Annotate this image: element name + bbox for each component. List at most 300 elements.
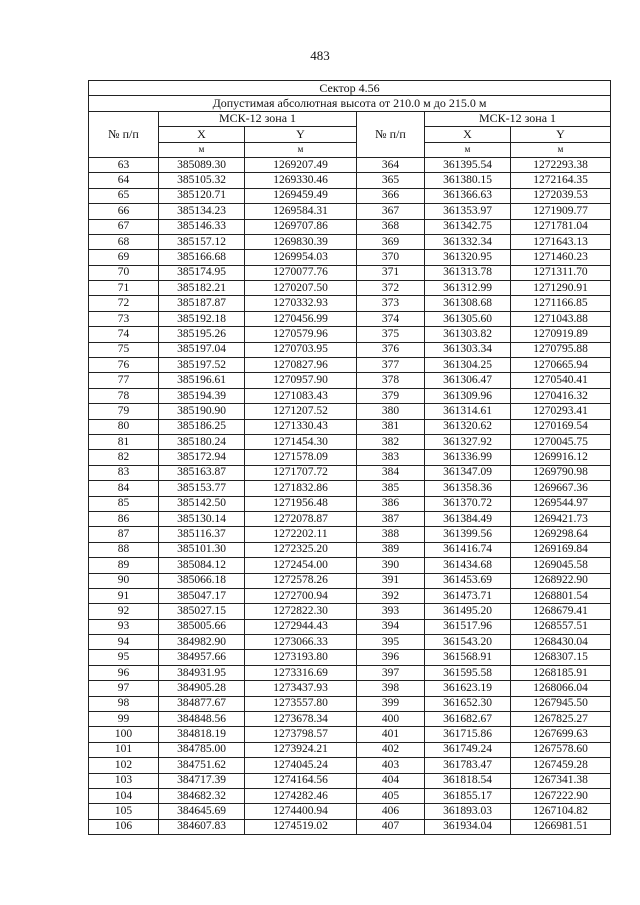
right-x-cell: 361783.47 (425, 758, 511, 773)
left-num-cell: 66 (89, 204, 159, 219)
table-row (89, 727, 611, 742)
right-x-cell: 361332.34 (425, 234, 511, 249)
right-num-cell: 406 (357, 804, 425, 819)
left-x-cell: 384905.28 (159, 681, 245, 696)
left-y-cell: 1273557.80 (245, 696, 357, 711)
left-y-cell: 1270957.90 (245, 373, 357, 388)
left-x-cell: 384957.66 (159, 650, 245, 665)
left-x-cell: 385190.90 (159, 404, 245, 419)
right-y-cell: 1268679.41 (511, 604, 611, 619)
left-x-cell: 385174.95 (159, 265, 245, 280)
left-x-cell: 385120.71 (159, 188, 245, 203)
right-y-cell: 1269790.98 (511, 465, 611, 480)
left-x-cell: 385027.15 (159, 604, 245, 619)
table-row (89, 588, 611, 603)
y-col-header-right: Y (511, 127, 611, 142)
left-num-cell: 67 (89, 219, 159, 234)
right-num-cell: 400 (357, 712, 425, 727)
left-num-cell: 89 (89, 558, 159, 573)
table-row (89, 696, 611, 711)
left-num-cell: 65 (89, 188, 159, 203)
left-y-cell: 1272578.26 (245, 573, 357, 588)
right-num-cell: 381 (357, 419, 425, 434)
left-y-cell: 1269830.39 (245, 234, 357, 249)
xy-header-row (89, 127, 611, 142)
right-x-cell: 361543.20 (425, 635, 511, 650)
right-num-cell: 373 (357, 296, 425, 311)
right-x-cell: 361855.17 (425, 788, 511, 803)
left-y-cell: 1273437.93 (245, 681, 357, 696)
left-y-cell: 1270207.50 (245, 281, 357, 296)
left-y-cell: 1270456.99 (245, 311, 357, 326)
right-y-cell: 1268430.04 (511, 635, 611, 650)
left-x-cell: 384751.62 (159, 758, 245, 773)
left-y-cell: 1270827.96 (245, 358, 357, 373)
left-x-cell: 385163.87 (159, 465, 245, 480)
left-num-cell: 73 (89, 311, 159, 326)
right-num-cell: 366 (357, 188, 425, 203)
zone-header-right: МСК-12 зона 1 (425, 111, 611, 126)
right-num-cell: 385 (357, 481, 425, 496)
left-x-cell: 385084.12 (159, 558, 245, 573)
left-x-cell: 384982.90 (159, 635, 245, 650)
right-x-cell: 361453.69 (425, 573, 511, 588)
right-num-cell: 391 (357, 573, 425, 588)
page-number: 483 (310, 48, 330, 63)
right-num-cell: 369 (357, 234, 425, 249)
right-x-cell: 361818.54 (425, 773, 511, 788)
right-y-cell: 1272293.38 (511, 157, 611, 172)
right-x-cell: 361416.74 (425, 542, 511, 557)
right-num-cell: 405 (357, 788, 425, 803)
right-y-cell: 1269169.84 (511, 542, 611, 557)
left-y-cell: 1270332.93 (245, 296, 357, 311)
left-num-cell: 81 (89, 434, 159, 449)
table-row (89, 327, 611, 342)
right-x-cell: 361358.36 (425, 481, 511, 496)
left-num-cell: 103 (89, 773, 159, 788)
right-x-cell: 361306.47 (425, 373, 511, 388)
right-x-cell: 361652.30 (425, 696, 511, 711)
table-row (89, 619, 611, 634)
left-y-cell: 1273066.33 (245, 635, 357, 650)
table-row (89, 712, 611, 727)
right-num-cell: 364 (357, 157, 425, 172)
left-x-cell: 385166.68 (159, 250, 245, 265)
right-x-cell: 361934.04 (425, 819, 511, 834)
left-num-cell: 104 (89, 788, 159, 803)
right-x-cell: 361517.96 (425, 619, 511, 634)
left-x-cell: 384645.69 (159, 804, 245, 819)
right-x-cell: 361715.86 (425, 727, 511, 742)
left-x-cell: 385186.25 (159, 419, 245, 434)
y-col-header-left: Y (245, 127, 357, 142)
left-num-cell: 63 (89, 157, 159, 172)
table-row (89, 173, 611, 188)
coordinates-table-body (89, 81, 611, 835)
left-y-cell: 1273193.80 (245, 650, 357, 665)
right-x-cell: 361366.63 (425, 188, 511, 203)
left-x-cell: 385180.24 (159, 434, 245, 449)
right-y-cell: 1270665.94 (511, 358, 611, 373)
right-num-cell: 403 (357, 758, 425, 773)
left-y-cell: 1270579.96 (245, 327, 357, 342)
left-num-cell: 84 (89, 481, 159, 496)
left-y-cell: 1274045.24 (245, 758, 357, 773)
left-x-cell: 385005.66 (159, 619, 245, 634)
right-x-cell: 361353.97 (425, 204, 511, 219)
right-num-cell: 399 (357, 696, 425, 711)
left-num-cell: 87 (89, 527, 159, 542)
right-y-cell: 1271781.04 (511, 219, 611, 234)
left-num-cell: 99 (89, 712, 159, 727)
right-x-cell: 361384.49 (425, 511, 511, 526)
left-x-cell: 385047.17 (159, 588, 245, 603)
right-num-cell: 374 (357, 311, 425, 326)
left-x-cell: 384848.56 (159, 712, 245, 727)
right-y-cell: 1267104.82 (511, 804, 611, 819)
right-num-cell: 375 (357, 327, 425, 342)
right-num-cell: 387 (357, 511, 425, 526)
right-num-cell: 368 (357, 219, 425, 234)
right-y-cell: 1271460.23 (511, 250, 611, 265)
table-row (89, 742, 611, 757)
left-y-cell: 1272700.94 (245, 588, 357, 603)
right-y-cell: 1267578.60 (511, 742, 611, 757)
left-y-cell: 1271956.48 (245, 496, 357, 511)
right-x-cell: 361320.95 (425, 250, 511, 265)
left-num-cell: 68 (89, 234, 159, 249)
left-y-cell: 1270077.76 (245, 265, 357, 280)
zone-row (89, 111, 611, 126)
right-num-cell: 377 (357, 358, 425, 373)
table-row (89, 296, 611, 311)
right-x-cell: 361623.19 (425, 681, 511, 696)
left-x-cell: 385134.23 (159, 204, 245, 219)
left-y-cell: 1273798.57 (245, 727, 357, 742)
left-x-cell: 385187.87 (159, 296, 245, 311)
left-x-cell: 384818.19 (159, 727, 245, 742)
right-y-cell: 1270045.75 (511, 434, 611, 449)
left-num-cell: 64 (89, 173, 159, 188)
left-num-cell: 83 (89, 465, 159, 480)
table-row (89, 758, 611, 773)
left-y-cell: 1269459.49 (245, 188, 357, 203)
right-y-cell: 1268185.91 (511, 665, 611, 680)
table-row (89, 204, 611, 219)
right-x-cell: 361305.60 (425, 311, 511, 326)
table-row (89, 496, 611, 511)
table-row (89, 342, 611, 357)
right-y-cell: 1267945.50 (511, 696, 611, 711)
right-num-cell: 398 (357, 681, 425, 696)
left-num-cell: 88 (89, 542, 159, 557)
right-y-cell: 1268066.04 (511, 681, 611, 696)
table-row (89, 804, 611, 819)
left-num-cell: 91 (89, 588, 159, 603)
left-num-cell: 85 (89, 496, 159, 511)
left-y-cell: 1269207.49 (245, 157, 357, 172)
table-row (89, 511, 611, 526)
table-row (89, 388, 611, 403)
right-x-cell: 361370.72 (425, 496, 511, 511)
left-y-cell: 1269954.03 (245, 250, 357, 265)
left-num-cell: 96 (89, 665, 159, 680)
right-x-cell: 361304.25 (425, 358, 511, 373)
right-num-cell: 384 (357, 465, 425, 480)
table-row (89, 773, 611, 788)
table-row (89, 419, 611, 434)
table-row (89, 635, 611, 650)
right-num-cell: 383 (357, 450, 425, 465)
right-x-cell: 361309.96 (425, 388, 511, 403)
right-y-cell: 1272039.53 (511, 188, 611, 203)
y-unit-right: м (511, 142, 611, 157)
left-num-cell: 101 (89, 742, 159, 757)
right-y-cell: 1271290.91 (511, 281, 611, 296)
left-y-cell: 1270703.95 (245, 342, 357, 357)
right-num-cell: 401 (357, 727, 425, 742)
table-row (89, 665, 611, 680)
right-x-cell: 361347.09 (425, 465, 511, 480)
left-num-cell: 74 (89, 327, 159, 342)
right-x-cell: 361303.34 (425, 342, 511, 357)
left-x-cell: 385130.14 (159, 511, 245, 526)
left-num-cell: 93 (89, 619, 159, 634)
left-y-cell: 1272944.43 (245, 619, 357, 634)
left-x-cell: 385146.33 (159, 219, 245, 234)
right-x-cell: 361399.56 (425, 527, 511, 542)
left-x-cell: 385142.50 (159, 496, 245, 511)
left-x-cell: 384931.95 (159, 665, 245, 680)
left-y-cell: 1273678.34 (245, 712, 357, 727)
table-row (89, 250, 611, 265)
right-y-cell: 1266981.51 (511, 819, 611, 834)
right-x-cell: 361308.68 (425, 296, 511, 311)
sector-title: Сектор 4.56 (89, 81, 611, 96)
right-x-cell: 361314.61 (425, 404, 511, 419)
right-x-cell: 361380.15 (425, 173, 511, 188)
right-num-cell: 390 (357, 558, 425, 573)
sector-row (89, 81, 611, 96)
right-x-cell: 361342.75 (425, 219, 511, 234)
left-num-cell: 70 (89, 265, 159, 280)
right-num-cell: 393 (357, 604, 425, 619)
x-unit-left: м (159, 142, 245, 157)
left-y-cell: 1269330.46 (245, 173, 357, 188)
right-y-cell: 1269916.12 (511, 450, 611, 465)
right-y-cell: 1270416.32 (511, 388, 611, 403)
left-x-cell: 385089.30 (159, 157, 245, 172)
x-col-header-right: X (425, 127, 511, 142)
right-y-cell: 1271643.13 (511, 234, 611, 249)
left-x-cell: 385182.21 (159, 281, 245, 296)
right-num-cell: 371 (357, 265, 425, 280)
left-x-cell: 385197.04 (159, 342, 245, 357)
left-y-cell: 1271454.30 (245, 434, 357, 449)
right-y-cell: 1271043.88 (511, 311, 611, 326)
table-row (89, 527, 611, 542)
right-x-cell: 361327.92 (425, 434, 511, 449)
left-num-cell: 79 (89, 404, 159, 419)
left-num-cell: 77 (89, 373, 159, 388)
left-num-cell: 100 (89, 727, 159, 742)
right-y-cell: 1270540.41 (511, 373, 611, 388)
right-x-cell: 361568.91 (425, 650, 511, 665)
left-num-cell: 82 (89, 450, 159, 465)
table-row (89, 788, 611, 803)
x-unit-right: м (425, 142, 511, 157)
left-y-cell: 1274400.94 (245, 804, 357, 819)
right-x-cell: 361893.03 (425, 804, 511, 819)
left-y-cell: 1272078.87 (245, 511, 357, 526)
left-num-cell: 106 (89, 819, 159, 834)
left-num-cell: 80 (89, 419, 159, 434)
left-y-cell: 1274519.02 (245, 819, 357, 834)
left-y-cell: 1272202.11 (245, 527, 357, 542)
table-row (89, 157, 611, 172)
left-num-cell: 98 (89, 696, 159, 711)
right-y-cell: 1271909.77 (511, 204, 611, 219)
table-row (89, 481, 611, 496)
left-y-cell: 1271330.43 (245, 419, 357, 434)
table-row (89, 558, 611, 573)
left-y-cell: 1269584.31 (245, 204, 357, 219)
right-num-cell: 378 (357, 373, 425, 388)
right-y-cell: 1268922.90 (511, 573, 611, 588)
table-row (89, 311, 611, 326)
right-num-cell: 395 (357, 635, 425, 650)
left-x-cell: 385066.18 (159, 573, 245, 588)
left-y-cell: 1269707.86 (245, 219, 357, 234)
table-row (89, 604, 611, 619)
table-row (89, 265, 611, 280)
table-row (89, 219, 611, 234)
right-num-cell: 380 (357, 404, 425, 419)
left-y-cell: 1271083.43 (245, 388, 357, 403)
left-num-cell: 102 (89, 758, 159, 773)
left-num-cell: 75 (89, 342, 159, 357)
left-y-cell: 1272822.30 (245, 604, 357, 619)
right-x-cell: 361313.78 (425, 265, 511, 280)
left-y-cell: 1271578.09 (245, 450, 357, 465)
right-num-cell: 396 (357, 650, 425, 665)
right-y-cell: 1272164.35 (511, 173, 611, 188)
table-row (89, 819, 611, 834)
right-y-cell: 1267699.63 (511, 727, 611, 742)
right-y-cell: 1267222.90 (511, 788, 611, 803)
right-y-cell: 1268801.54 (511, 588, 611, 603)
left-x-cell: 384877.67 (159, 696, 245, 711)
left-x-cell: 385157.12 (159, 234, 245, 249)
left-y-cell: 1272454.00 (245, 558, 357, 573)
right-x-cell: 361336.99 (425, 450, 511, 465)
right-y-cell: 1268557.51 (511, 619, 611, 634)
right-num-cell: 370 (357, 250, 425, 265)
units-row (89, 142, 611, 157)
right-num-cell: 407 (357, 819, 425, 834)
altitude-range: Допустимая абсолютная высота от 210.0 м до 215.0 м (89, 96, 611, 111)
left-y-cell: 1274164.56 (245, 773, 357, 788)
left-x-cell: 385194.39 (159, 388, 245, 403)
left-x-cell: 384717.39 (159, 773, 245, 788)
right-y-cell: 1268307.15 (511, 650, 611, 665)
table-row (89, 404, 611, 419)
right-x-cell: 361434.68 (425, 558, 511, 573)
table-row (89, 542, 611, 557)
left-x-cell: 385105.32 (159, 173, 245, 188)
right-y-cell: 1270169.54 (511, 419, 611, 434)
right-num-cell: 367 (357, 204, 425, 219)
table-row (89, 681, 611, 696)
x-col-header-left: X (159, 127, 245, 142)
right-num-cell: 372 (357, 281, 425, 296)
left-x-cell: 385196.61 (159, 373, 245, 388)
right-num-cell: 389 (357, 542, 425, 557)
num-col-header-right: № п/п (357, 111, 425, 157)
right-x-cell: 361595.58 (425, 665, 511, 680)
left-y-cell: 1272325.20 (245, 542, 357, 557)
left-x-cell: 385101.30 (159, 542, 245, 557)
table-row (89, 434, 611, 449)
table-row (89, 650, 611, 665)
right-y-cell: 1267459.28 (511, 758, 611, 773)
left-x-cell: 384607.83 (159, 819, 245, 834)
left-y-cell: 1274282.46 (245, 788, 357, 803)
left-num-cell: 78 (89, 388, 159, 403)
right-y-cell: 1267341.38 (511, 773, 611, 788)
left-num-cell: 69 (89, 250, 159, 265)
table-row (89, 281, 611, 296)
left-x-cell: 385192.18 (159, 311, 245, 326)
right-y-cell: 1267825.27 (511, 712, 611, 727)
left-x-cell: 384785.00 (159, 742, 245, 757)
right-x-cell: 361495.20 (425, 604, 511, 619)
right-x-cell: 361749.24 (425, 742, 511, 757)
right-y-cell: 1270293.41 (511, 404, 611, 419)
right-x-cell: 361395.54 (425, 157, 511, 172)
right-num-cell: 382 (357, 434, 425, 449)
right-y-cell: 1271166.85 (511, 296, 611, 311)
right-num-cell: 386 (357, 496, 425, 511)
left-y-cell: 1271207.52 (245, 404, 357, 419)
right-num-cell: 394 (357, 619, 425, 634)
table-row (89, 450, 611, 465)
table-row (89, 573, 611, 588)
right-x-cell: 361320.62 (425, 419, 511, 434)
left-num-cell: 90 (89, 573, 159, 588)
right-y-cell: 1269544.97 (511, 496, 611, 511)
left-num-cell: 92 (89, 604, 159, 619)
left-y-cell: 1273316.69 (245, 665, 357, 680)
right-num-cell: 392 (357, 588, 425, 603)
coordinates-table (88, 80, 611, 835)
right-num-cell: 397 (357, 665, 425, 680)
right-y-cell: 1269421.73 (511, 511, 611, 526)
altitude-row (89, 96, 611, 111)
table-row (89, 358, 611, 373)
left-num-cell: 76 (89, 358, 159, 373)
right-y-cell: 1269298.64 (511, 527, 611, 542)
table-row (89, 234, 611, 249)
left-y-cell: 1271707.72 (245, 465, 357, 480)
right-num-cell: 388 (357, 527, 425, 542)
right-x-cell: 361303.82 (425, 327, 511, 342)
left-num-cell: 71 (89, 281, 159, 296)
right-y-cell: 1269045.58 (511, 558, 611, 573)
table-row (89, 188, 611, 203)
left-num-cell: 94 (89, 635, 159, 650)
